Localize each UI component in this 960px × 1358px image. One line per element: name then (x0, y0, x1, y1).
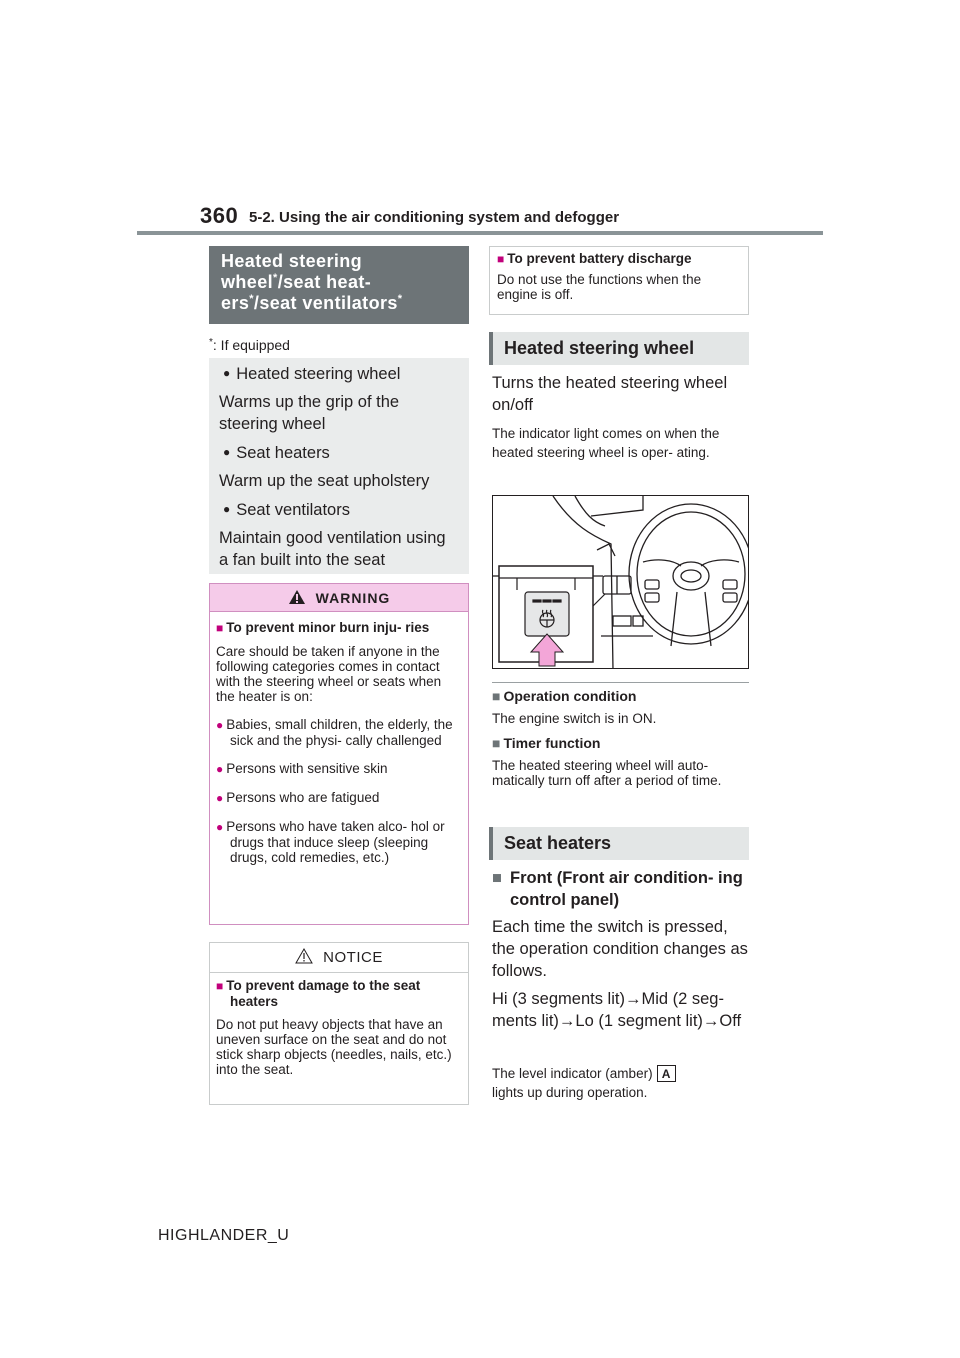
notice-header (210, 943, 468, 973)
feature-desc: Warms up the grip of the steering wheel (219, 393, 400, 433)
warning-text: Care should be taken if anyone in the following categories comes in contact with the steering wheel or seats when the heater is on: (216, 644, 442, 704)
feature-list (209, 358, 469, 574)
warning-item: ● Persons who are fatigued (216, 790, 462, 806)
heading-part: /seat ventilators (253, 293, 398, 313)
page-number: 360 (200, 203, 239, 228)
main-heading (209, 246, 469, 324)
square-marker: ■ (492, 869, 502, 887)
warning-body (210, 612, 468, 873)
warning-item: ● Persons who have taken alco- hol or drugs that induce sleep (sleeping drugs, cold remedies, etc.) (216, 819, 462, 865)
footnote-text: : If equipped (212, 337, 290, 353)
divider (492, 682, 749, 683)
feature-name: ● Heated steering wheel (219, 362, 459, 385)
dashboard-drawing (493, 496, 749, 669)
notice-text: Do not put heavy objects that have an uneven surface on the seat and do not stick sharp objects (needles, nails, etc.) into the seat. (216, 1017, 452, 1077)
battery-box (489, 246, 749, 315)
heated-wheel-note: The indicator light comes on when the heated steering wheel is oper- ating. (492, 426, 720, 460)
level-note-text: lights up during operation. (492, 1085, 648, 1100)
warning-triangle-icon (288, 589, 306, 605)
notice-box (209, 942, 469, 1105)
operation-heading: ■ Operation condition (492, 688, 636, 704)
heading-part: /seat heat- (277, 272, 372, 292)
steering-wheel-illustration (492, 495, 749, 669)
heading-part: wheel (221, 272, 274, 292)
heated-wheel-heading: Heated steering wheel (489, 332, 749, 365)
operation-text: The engine switch is in ON. (492, 711, 657, 726)
main-heading-line2 (221, 272, 457, 293)
asterisk: * (249, 293, 254, 305)
front-heading-text: Front (Front air condition- ing control panel) (510, 869, 743, 909)
callout-a: A (657, 1065, 676, 1082)
notice-body (210, 973, 468, 1082)
feature-desc: Maintain good ventilation using a fan built into the seat (219, 529, 446, 569)
feature-name: ● Seat heaters (219, 441, 459, 464)
warning-item: ● Persons with sensitive skin (216, 761, 462, 777)
warning-box (209, 583, 469, 925)
timer-heading: ■ Timer function (492, 735, 600, 751)
notice-heading: ■ To prevent damage to the seat heaters (216, 978, 462, 1009)
battery-text: Do not use the functions when the engine is off. (497, 272, 702, 302)
warning-header (210, 584, 468, 612)
seat-heaters-heading: Seat heaters (489, 827, 749, 860)
warning-item: ● Babies, small children, the elderly, the sick and the physi- cally challenged (216, 717, 462, 748)
section-title: 5-2. Using the air conditioning system and defogger (249, 209, 620, 226)
level-note-text: The level indicator (amber) (492, 1066, 653, 1081)
main-heading-line1: Heated steering (221, 251, 363, 271)
notice-label: NOTICE (323, 949, 383, 966)
seat-heaters-text1: Each time the switch is pressed, the operation condition changes as follows. (492, 918, 748, 980)
heading-part: ers (221, 293, 250, 313)
header-rule (137, 231, 823, 235)
seat-heaters-text2: Hi (3 segments lit)→Mid (2 seg- ments lit)→Lo (1 segment lit)→Off (492, 990, 742, 1030)
footnote (209, 337, 290, 353)
main-heading-line3 (221, 293, 457, 314)
caution-triangle-icon (295, 948, 313, 964)
battery-heading: ■ To prevent battery discharge (497, 251, 741, 267)
warning-label: WARNING (315, 590, 391, 606)
feature-desc: Warm up the seat upholstery (219, 472, 430, 490)
level-note (492, 1064, 752, 1102)
warning-heading: ■ To prevent minor burn inju- ries (216, 620, 462, 636)
feature-name: ● Seat ventilators (219, 498, 459, 521)
asterisk: * (273, 272, 278, 284)
heated-wheel-intro: Turns the heated steering wheel on/off (492, 374, 728, 414)
asterisk: * (209, 337, 213, 348)
timer-text: The heated steering wheel will auto- matically turn off after a period of time. (492, 758, 722, 788)
model-name: HIGHLANDER_U (158, 1227, 290, 1244)
front-heading (492, 867, 752, 911)
asterisk: * (397, 293, 403, 305)
